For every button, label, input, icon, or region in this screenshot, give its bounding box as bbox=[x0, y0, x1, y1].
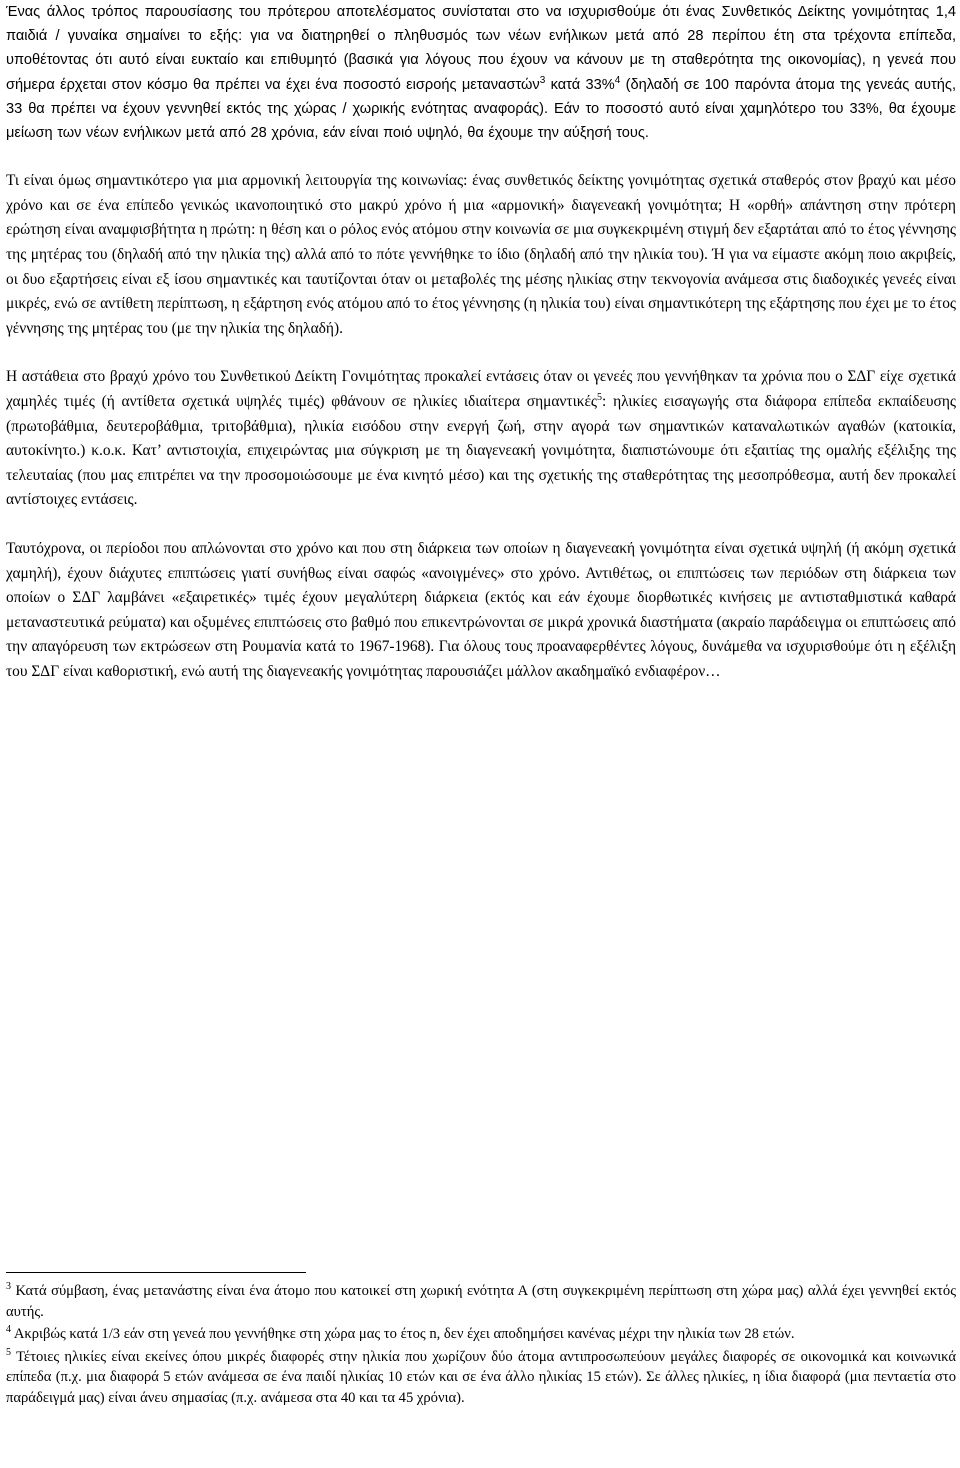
footnote-separator bbox=[6, 1272, 306, 1273]
paragraph-1-text-a: Ένας άλλος τρόπος παρουσίασης του πρότερου αποτελέσματος συνίσταται στο να ισχυρισθούμε ότι ένας Συνθετικός Δείκτης γονιμότητας 1,4 παιδιά / γυναίκα σημαίνει το εξής: για να διατηρηθεί ο πληθυσμός των νέων ενήλικων μετά από 28 περίπου έτη στα τρέχοντα επίπεδα, υποθέτοντας ότι αυτό είναι ευκταίο και επιθυμητό (βασικά για λόγους που έχουν να κάνουν με τη σταθερότητα της οικονομίας), η γενεά που σήμερα έρχεται στον κόσμο θα πρέπει να έχει ένα ποσοστό εισροής μεταναστών bbox=[6, 4, 956, 93]
paragraph-2: Τι είναι όμως σημαντικότερο για μια αρμονική λειτουργία της κοινωνίας: ένας συνθετικός δείκτης γονιμότητας σχετικά σταθερός στον βραχύ και μέσο χρόνο και σε ένα επίπεδο γενικώς ικανοποιητικό στο μακρύ χρόνο ή μια «αρμονική» διαγενεακή γονιμότητα; Η «ορθή» απάντηση στην πρότερη ερώτηση είναι αναμφισβήτητα η πρώτη: η θέση και ο ρόλος ενός ατόμου στην κοινωνία σε μια συγκεκριμένη στιγμή δεν εξαρτάται από το έτος γέννησης της μητέρας του (δηλαδή από την ηλικία της) αλλά από το πότε γεννήθηκε το ίδιο (δηλαδή από την ηλικία του). Ή για να είμαστε ακόμη ποιο ακριβείς, οι δυο εξαρτήσεις είναι εξ ίσου σημαντικές και ταυτίζονται όταν οι μεταβολές της μέσης ηλικίας στην τεκνογονία ανάμεσα στις διαδοχικές γενεές είναι μικρές, ενώ σε αντίθετη περίπτωση, η εξάρτηση ενός ατόμου από το έτος γέννησης (η ηλικία του) είναι σημαντικότερη της εξάρτησης που έχει με το έτος γέννησης της μητέρας του (με την ηλικία της δηλαδή). bbox=[6, 172, 956, 337]
footnote-text: Ακριβώς κατά 1/3 εάν στη γενεά που γεννήθηκε στη χώρα μας το έτος n, δεν έχει αποδημήσει κανένας μέχρι την ηλικία των 28 ετών. bbox=[11, 1326, 795, 1343]
footnotes-section bbox=[6, 1272, 956, 1409]
footnote-number: 5 bbox=[6, 1346, 11, 1358]
paragraph-4: Ταυτόχρονα, οι περίοδοι που απλώνονται στο χρόνο και που στη διάρκεια των οποίων η διαγενεακή γονιμότητα είναι σχετικά υψηλή (ή ακόμη σχετικά χαμηλή), έχουν διάχυτες επιπτώσεις γιατί συνήθως είναι σαφώς «ανοιγμένες» στο χρόνο. Αντιθέτως, οι επιπτώσεις των περιόδων στη διάρκεια των οποίων ο ΣΔΓ λαμβάνει «εξαιρετικές» τιμές έχουν μεγαλύτερη διάρκεια (εκτός και εάν έχουμε διορθωτικές κινήσεις με αντισταθμιστικά καθαρά μεταναστευτικά ρεύματα) και οξυμένες επιπτώσεις στο βαθμό που επικεντρώνονται σε μικρά χρονικά διαστήματα (ακραίο παράδειγμα οι επιπτώσεις από την απαγόρευση των εκτρώσεων στη Ρουμανία κατά το 1967-1968). Για όλους τους προαναφερθέντες λόγους, δυνάμεθα να ισχυρισθούμε ότι η εξέλιξη του ΣΔΓ είναι καθοριστική, ενώ αυτή της διαγενεακής γονιμότητας παρουσιάζει μάλλον ακαδημαϊκό ενδιαφέρον… bbox=[6, 539, 956, 680]
paragraph-3-text-a: Η αστάθεια στο βραχύ χρόνο του Συνθετικού Δείκτη Γονιμότητας προκαλεί εντάσεις όταν οι γενεές που γεννήθηκαν τα χρόνια που ο ΣΔΓ είχε σχετικά χαμηλές τιμές (ή αντίθετα σχετικά υψηλές τιμές) φθάνουν σε ηλικίες ιδιαίτερα σημαντικές bbox=[6, 368, 956, 410]
footnote-5 bbox=[6, 1347, 956, 1409]
footnote-number: 3 bbox=[6, 1281, 11, 1293]
paragraph-1-text-b: κατά 33% bbox=[545, 76, 615, 93]
paragraph-spacer bbox=[6, 341, 956, 365]
footnote-ref-5[interactable]: 5 bbox=[597, 391, 603, 403]
paragraph-3-text-b: : ηλικίες εισαγωγής στα διάφορα επίπεδα εκπαίδευσης (πρωτοβάθμια, δευτεροβάθμια, τριτοβάθμια), ηλικία εισόδου στην ενεργή ζωή, στην αγορά των σημαντικών καταναλωτικών αγαθών (κατοικία, αυτοκίνητο.) κ.ο.κ. Κατ’ αντιστοιχία, επιχειρώντας μια σύγκριση με τη διαγενεακή γονιμότητα, διαπιστώνουμε ότι εξαιτίας της ομαλής εξέλιξης της τελευταίας (που μας επιτρέπει να την προσομοιώσουμε με ένα κινητό μέσο) και της σχετικής της σταθερότητας της μεσοπρόθεσμα, αυτή δεν προκαλεί αντίστοιχες εντάσεις. bbox=[6, 392, 956, 509]
footnote-number: 4 bbox=[6, 1324, 11, 1336]
footnote-text: Τέτοιες ηλικίες είναι εκείνες όπου μικρές διαφορές στην ηλικία που χωρίζουν δύο άτομα αντιπροσωπεύουν μεγάλες διαφορές σε οικονομικά και κοινωνικά επίπεδα (π.χ. μια διαφορά 5 ετών ανάμεσα σε ένα παιδί ηλικίας 10 ετών και σε ένα άλλο ηλικίας 15 ετών). Σε άλλες ηλικίες, η ίδια διαφορά (μια πενταετία στο παράδειγμά μας) είναι άνευ σημασίας (π.χ. ανάμεσα στα 40 και τα 45 χρόνια). bbox=[6, 1348, 956, 1406]
paragraph-1-text-c: (δηλαδή σε 100 παρόντα άτομα της γενεάς αυτής, 33 θα πρέπει να έχουν γεννηθεί εκτός της χώρας / χωρικής ενότητας αναφοράς). Εάν το ποσοστό αυτό είναι χαμηλότερο του 33%, θα έχουμε μείωση των νέων ενήλικων μετά από 28 χρόνια, εάν είναι ποιό υψηλό, θα έχουμε την αύξησή τους. bbox=[6, 76, 957, 142]
paragraph-3 bbox=[6, 365, 956, 513]
footnote-ref-3[interactable]: 3 bbox=[539, 74, 546, 86]
footnote-4 bbox=[6, 1324, 956, 1345]
paragraph-spacer bbox=[6, 513, 956, 537]
footnote-3 bbox=[6, 1281, 956, 1322]
footnote-ref-4[interactable]: 4 bbox=[614, 74, 621, 86]
document-body bbox=[6, 0, 956, 685]
footnote-text: Κατά σύμβαση, ένας μετανάστης είναι ένα άτομο που κατοικεί στη χωρική ενότητα Α (στη συγκεκριμένη περίπτωση στη χώρα μας) αλλά έχει γεννηθεί εκτός αυτής. bbox=[6, 1283, 956, 1320]
paragraph-spacer bbox=[6, 145, 956, 169]
paragraph-1 bbox=[6, 0, 956, 145]
